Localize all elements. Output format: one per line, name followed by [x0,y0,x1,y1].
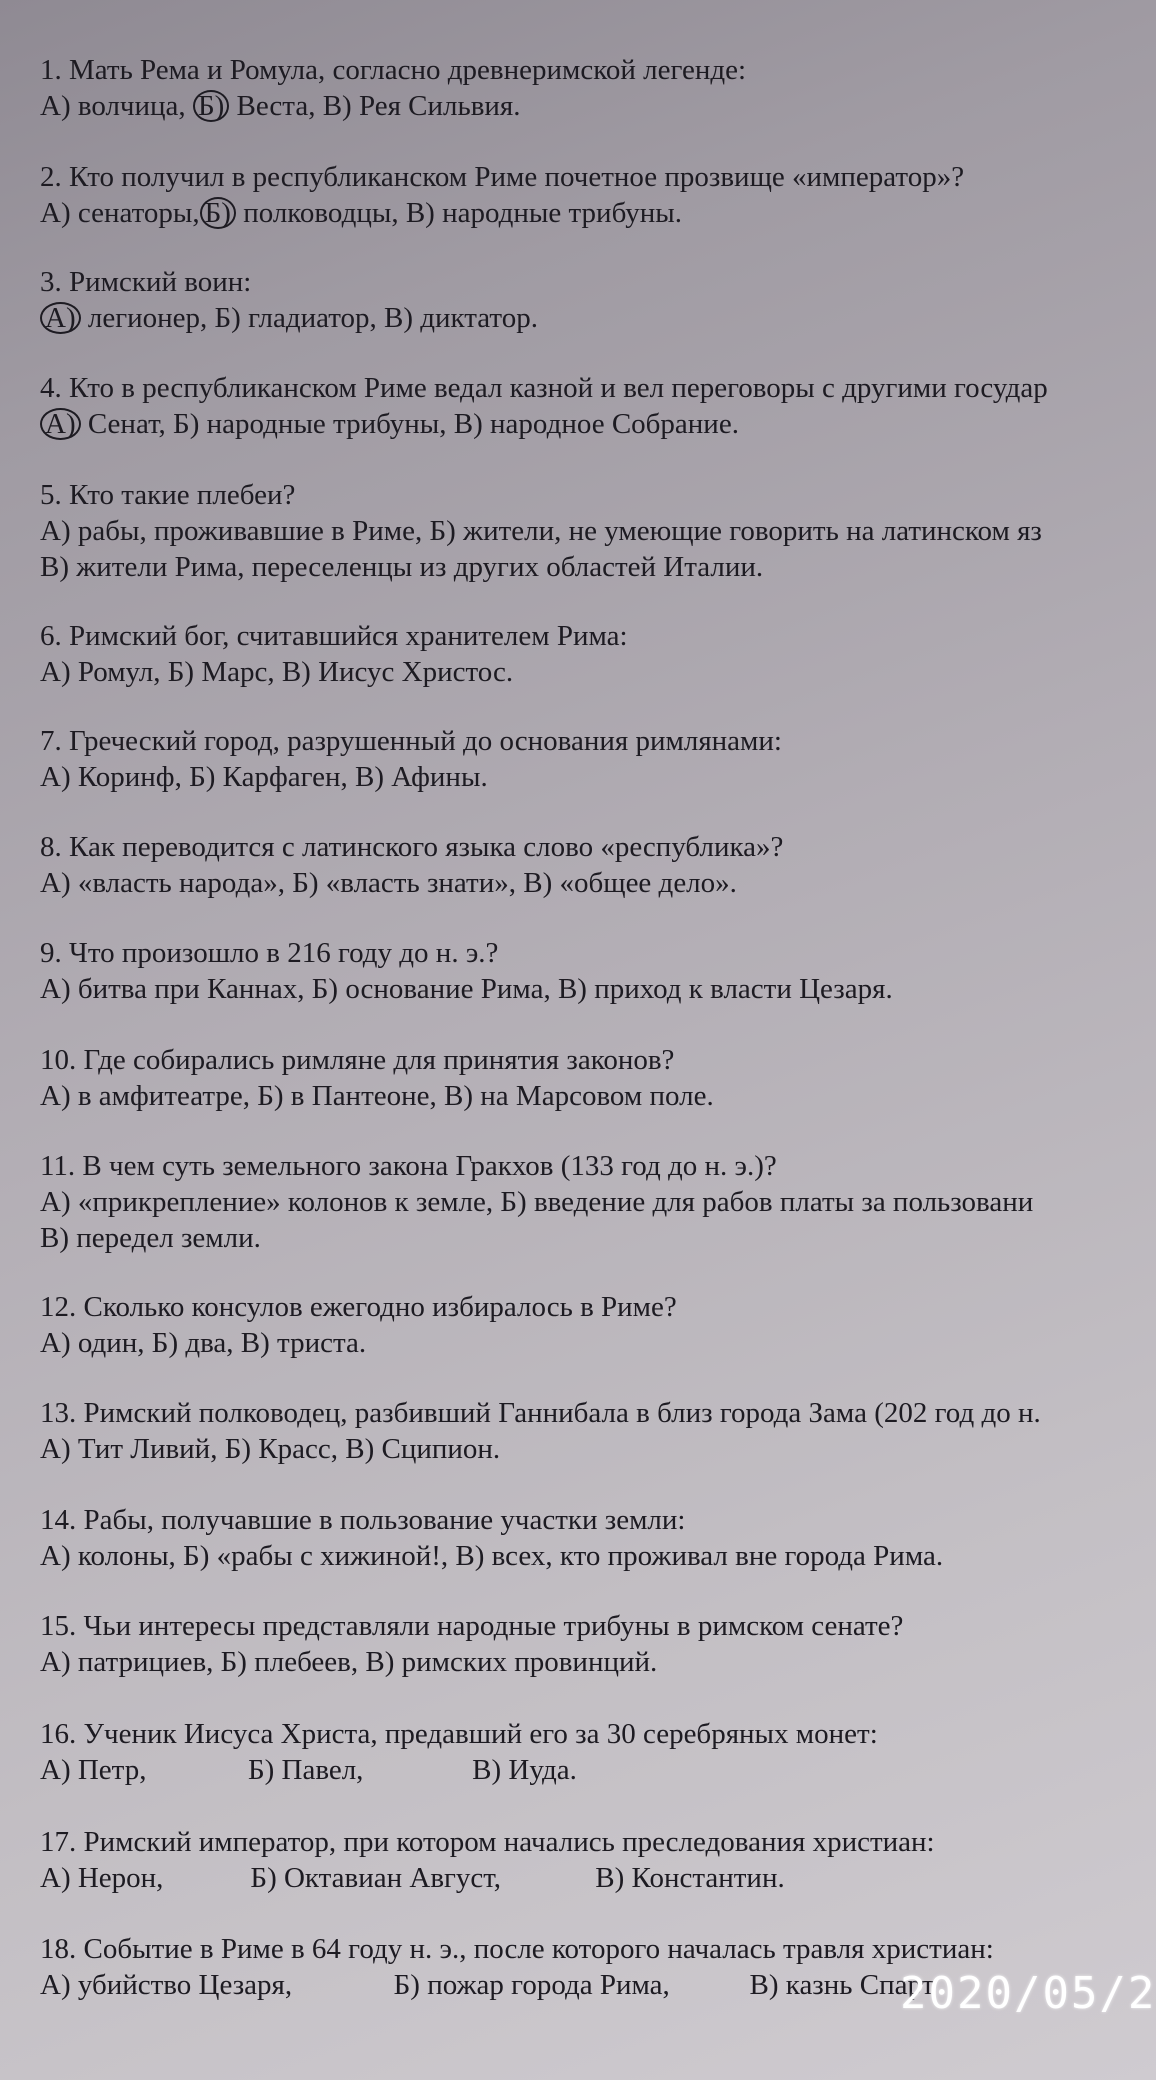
answer-options-continued: В) передел земли. [40,1222,261,1254]
question-text: 7. Греческий город, разрушенный до основания римлянами: [40,725,782,757]
answer-options: А) «прикрепление» колонов к земле, Б) введение для рабов платы за пользовани [40,1186,1034,1218]
question-text: 3. Римский воин: [40,266,252,298]
answer-options [40,195,1156,231]
answer-text: легионер, Б) гладиатор, В) диктатор. [80,302,538,334]
answer-text: Веста, В) Рея Сильвия. [229,90,521,122]
question-14 [40,1502,1156,1574]
circled-answer: Б) [193,90,229,122]
answer-options: А) в амфитеатре, Б) в Пантеоне, В) на Марсовом поле. [40,1080,714,1112]
question-15 [40,1608,1156,1680]
question-text: 6. Римский бог, считавшийся хранителем Рима: [40,620,628,652]
answer-options: А) Тит Ливий, Б) Красс, В) Сципион. [40,1433,501,1465]
question-11 [40,1148,1156,1256]
answer-options: А) Петр, Б) Павел, В) Иуда. [40,1754,577,1786]
photo-timestamp: 2020/05/2 [900,1968,1156,2019]
question-text: 15. Чьи интересы представляли народные трибуны в римском сенате? [40,1610,904,1642]
question-3 [40,264,1156,336]
question-text: 1. Мать Рема и Ромула, согласно древнеримской легенде: [40,54,747,86]
question-text: 17. Римский император, при котором начались преследования христиан: [40,1826,935,1858]
question-12 [40,1289,1156,1361]
answer-options [40,406,1156,442]
answer-options: А) Нерон, Б) Октавиан Август, В) Константин. [40,1862,785,1894]
answer-options: А) битва при Каннах, Б) основание Рима, В) приход к власти Цезаря. [40,973,893,1005]
question-2 [40,159,1156,231]
question-17 [40,1824,1156,1896]
answer-text: А) волчица, [40,90,193,122]
answer-options-continued: В) жители Рима, переселенцы из других областей Италии. [40,551,764,583]
answer-options: А) рабы, проживавшие в Риме, Б) жители, не умеющие говорить на латинском яз [40,515,1042,547]
question-16 [40,1716,1156,1788]
question-8 [40,829,1156,901]
question-1 [40,52,1156,124]
question-text: 4. Кто в республиканском Риме ведал казной и вел переговоры с другими государ [40,372,1048,404]
question-text: 5. Кто такие плебеи? [40,479,296,511]
answer-options [40,88,1156,124]
answer-options: А) колоны, Б) «рабы с хижиной!, В) всех, кто проживал вне города Рима. [40,1540,944,1572]
circled-answer: А) [40,302,81,334]
answer-options: А) патрициев, Б) плебеев, В) римских провинций. [40,1646,658,1678]
circled-answer: А) [40,408,81,440]
question-text: 2. Кто получил в республиканском Риме почетное прозвище «император»? [40,161,965,193]
answer-options: А) Ромул, Б) Марс, В) Иисус Христос. [40,656,514,688]
question-text: 18. Событие в Риме в 64 году н. э., после которого началась травля христиан: [40,1933,994,1965]
answer-text: А) сенаторы, [40,197,200,229]
question-text: 10. Где собирались римляне для принятия законов? [40,1044,675,1076]
question-10 [40,1042,1156,1114]
answer-options: А) «власть народа», Б) «власть знати», В) «общее дело». [40,867,737,899]
answer-options: А) один, Б) два, В) триста. [40,1327,367,1359]
question-4 [40,370,1156,442]
answer-options [40,300,1156,336]
answer-options: А) убийство Цезаря, Б) пожар города Рима, В) казнь Спарт [40,1969,935,2001]
question-7 [40,723,1156,795]
question-9 [40,935,1156,1007]
question-text: 8. Как переводится с латинского языка слово «республика»? [40,831,784,863]
question-5 [40,477,1156,585]
question-text: 16. Ученик Иисуса Христа, предавший его за 30 серебряных монет: [40,1718,878,1750]
question-text: 11. В чем суть земельного закона Гракхов (133 год до н. э.)? [40,1150,777,1182]
circled-answer: Б) [200,197,236,229]
question-text: 14. Рабы, получавшие в пользование участки земли: [40,1504,686,1536]
answer-text: Сенат, Б) народные трибуны, В) народное Собрание. [80,408,739,440]
question-6 [40,618,1156,690]
question-text: 12. Сколько консулов ежегодно избиралось в Риме? [40,1291,677,1323]
question-text: 9. Что произошло в 216 году до н. э.? [40,937,499,969]
question-13 [40,1395,1156,1467]
answer-options: А) Коринф, Б) Карфаген, В) Афины. [40,761,488,793]
question-text: 13. Римский полководец, разбивший Ганнибала в близ города Зама (202 год до н. [40,1397,1041,1429]
answer-text: полководцы, В) народные трибуны. [235,197,682,229]
